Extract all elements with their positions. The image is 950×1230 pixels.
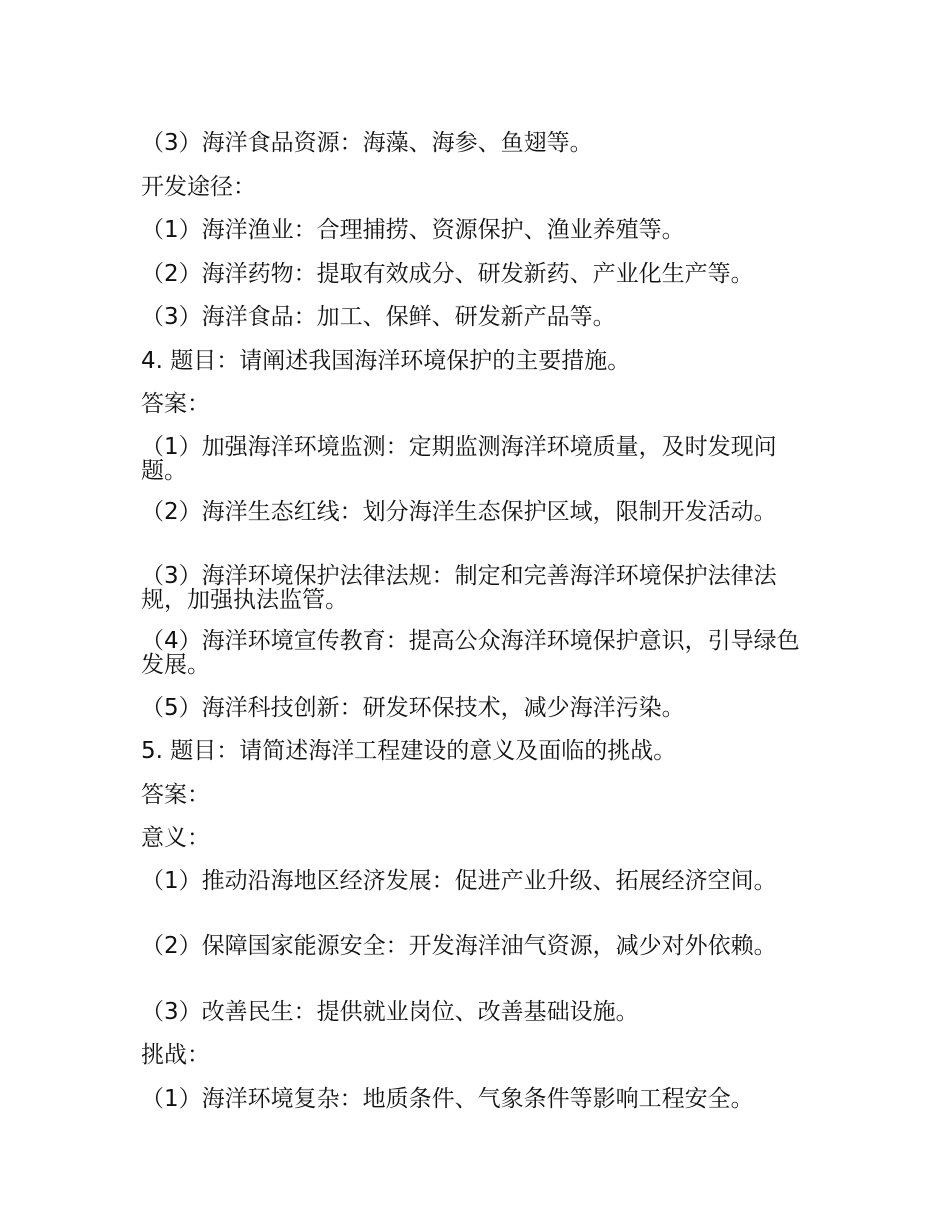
section-label: 挑战：: [141, 1042, 210, 1068]
text-line: （1）推动沿海地区经济发展：促进产业升级、拓展经济空间。: [141, 868, 777, 894]
answer-label: 答案：: [141, 782, 210, 808]
text-line: （2）海洋生态红线：划分海洋生态保护区域，限制开发活动。: [141, 499, 777, 525]
text-line: （3）改善民生：提供就业岗位、改善基础设施。: [141, 999, 639, 1025]
text-line: 开发途径：: [141, 174, 256, 200]
question-heading: 4. 题目：请阐述我国海洋环境保护的主要措施。: [141, 348, 631, 374]
text-line: （1）海洋渔业：合理捕捞、资源保护、渔业养殖等。: [141, 217, 685, 243]
text-line: （4）海洋环境宣传教育：提高公众海洋环境保护意识，引导绿色发展。: [141, 628, 800, 678]
text-line: （3）海洋环境保护法律法规：制定和完善海洋环境保护法律法规，加强执法监管。: [141, 563, 777, 613]
text-line: （1）海洋环境复杂：地质条件、气象条件等影响工程安全。: [141, 1086, 754, 1112]
text-line: （2）保障国家能源安全：开发海洋油气资源，减少对外依赖。: [141, 933, 777, 959]
question-heading: 5. 题目：请简述海洋工程建设的意义及面临的挑战。: [141, 738, 677, 764]
text-line: （1）加强海洋环境监测：定期监测海洋环境质量，及时发现问题。: [141, 434, 777, 484]
text-line: （3）海洋食品：加工、保鲜、研发新产品等。: [141, 304, 616, 330]
section-label: 意义：: [141, 825, 210, 851]
text-line: （5）海洋科技创新：研发环保技术，减少海洋污染。: [141, 695, 685, 721]
text-line: （3）海洋食品资源：海藻、海参、鱼翅等。: [141, 130, 593, 156]
text-line: （2）海洋药物：提取有效成分、研发新药、产业化生产等。: [141, 261, 754, 287]
answer-label: 答案：: [141, 391, 210, 417]
